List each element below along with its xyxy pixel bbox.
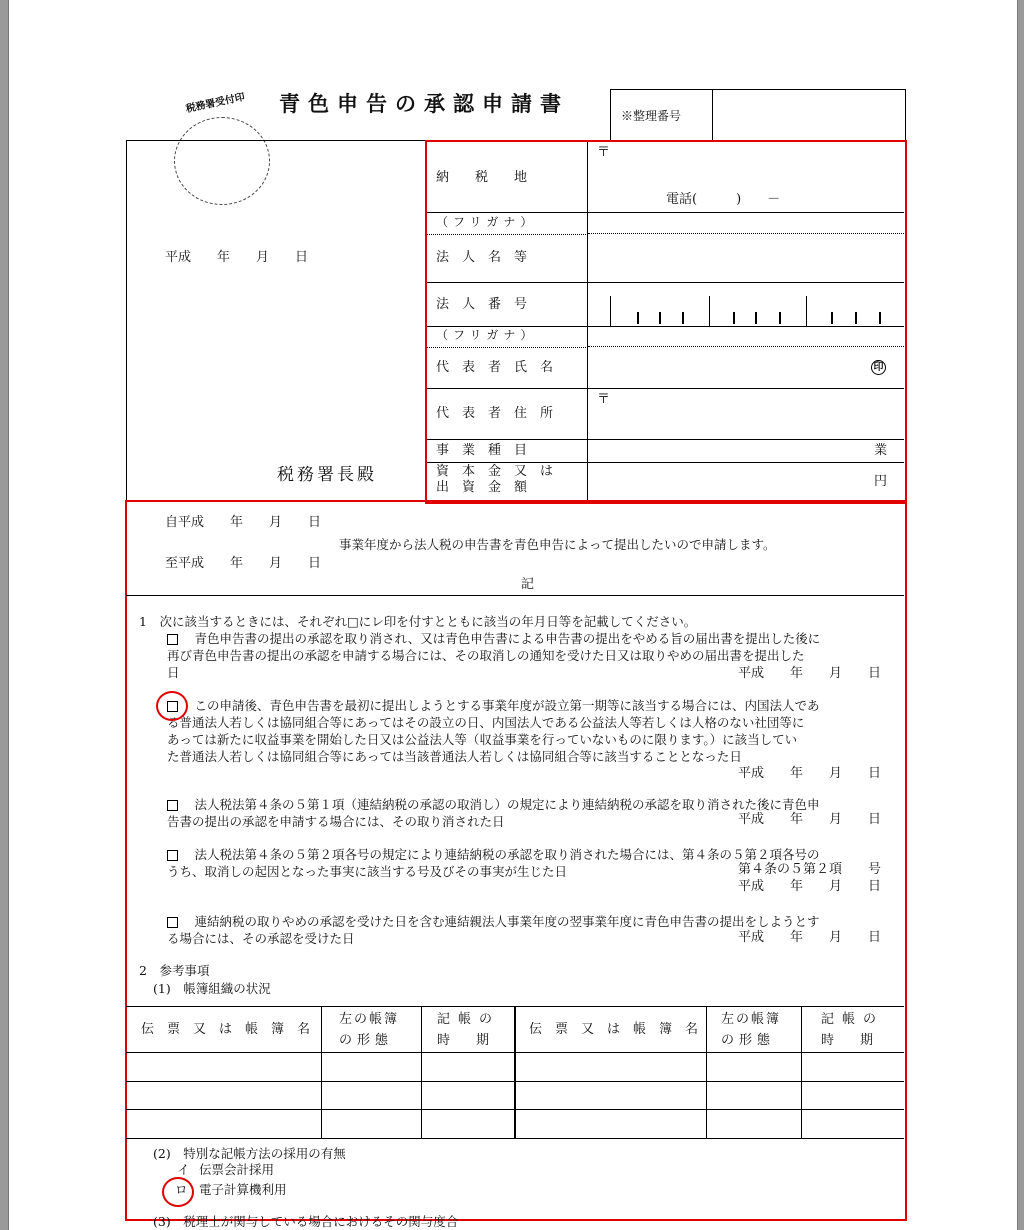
col-timing-left-2: 時 期 bbox=[437, 1033, 490, 1048]
highlight-circle-option2 bbox=[162, 1177, 194, 1207]
item5-date: 平成 年 月 日 bbox=[738, 930, 882, 945]
period-to: 至平成 年 月 日 bbox=[165, 556, 322, 571]
receipt-stamp-label: 税務署受付印 bbox=[184, 91, 246, 116]
section1-heading: 1 次に該当するときには、それぞれ□にレ印を付すとともに該当の年月日等を記載してください。 bbox=[139, 614, 697, 629]
phone-field[interactable]: 電話( ) － bbox=[666, 192, 781, 207]
document-page bbox=[8, 0, 1018, 1230]
label-furigana-rep: （フリガナ） bbox=[436, 328, 538, 342]
col-form-right-1: 左の帳簿 bbox=[721, 1012, 782, 1027]
col-timing-right-2: 時 期 bbox=[821, 1033, 874, 1048]
addressee: 税務署長殿 bbox=[277, 465, 377, 485]
col-book-name-left: 伝 票 又 は 帳 簿 名 bbox=[141, 1022, 311, 1037]
col-timing-right-1: 記帳の bbox=[821, 1012, 885, 1027]
col-form-left-1: 左の帳簿 bbox=[339, 1012, 400, 1027]
section1-item-1: 青色申告書の提出の承認を取り消され、又は青色申告書による申告書の提出をやめる旨の届出書を提出した後に 再び青色申告書の提出の承認を申請する場合には、その取消しの通知を受けた日又は取りやめの届出書を提出した 日 bbox=[167, 631, 821, 680]
form-title: 青色申告の承認申請書 bbox=[279, 92, 569, 116]
label-rep-address: 代 表 者 住 所 bbox=[436, 406, 554, 421]
item4-article: 第４条の５第２項 号 bbox=[738, 862, 882, 877]
col-book-name-right: 伝 票 又 は 帳 簿 名 bbox=[529, 1022, 699, 1037]
label-corp-name: 法 人 名 等 bbox=[436, 250, 528, 265]
seal-mark: 印 bbox=[871, 360, 886, 375]
section2-sub1: (1) 帳簿組織の状況 bbox=[153, 981, 271, 996]
option1-mark: イ bbox=[177, 1162, 190, 1177]
highlight-applicant-fields bbox=[425, 140, 907, 504]
postal-mark: 〒 bbox=[597, 145, 611, 160]
section1-item-3: 法人税法第４条の５第１項（連結納税の承認の取消し）の規定により連結納税の承認を取り消された後に青色申 告書の提出の承認を申請する場合には、その取り消された日 bbox=[167, 797, 820, 829]
yen-unit: 円 bbox=[874, 474, 888, 489]
option1-label: 伝票会計採用 bbox=[199, 1162, 275, 1177]
label-corp-number: 法 人 番 号 bbox=[436, 297, 528, 312]
label-rep-name: 代 表 者 氏 名 bbox=[436, 360, 554, 375]
reference-number-label: ※整理番号 bbox=[621, 109, 682, 123]
option2-mark[interactable]: ロ bbox=[175, 1182, 188, 1197]
period-from: 自平成 年 月 日 bbox=[165, 515, 322, 530]
section2-sub2: (2) 特別な記帳方法の採用の有無 bbox=[153, 1146, 346, 1161]
item1-date: 平成 年 月 日 bbox=[738, 666, 882, 681]
highlight-circle-item-2 bbox=[156, 691, 188, 721]
label-capital-2: 出 資 金 額 bbox=[436, 480, 528, 495]
section1-item-5: 連結納税の取りやめの承認を受けた日を含む連結親法人事業年度の翌事業年度に青色申告書の提出をしようとす る場合には、その承認を受けた日 bbox=[167, 914, 820, 946]
col-timing-left-1: 記帳の bbox=[437, 1012, 501, 1027]
label-capital-1: 資 本 金 又 は bbox=[436, 464, 554, 479]
item4-date: 平成 年 月 日 bbox=[738, 879, 882, 894]
checkbox-item-4[interactable] bbox=[167, 850, 178, 861]
postal-mark-2: 〒 bbox=[597, 392, 611, 407]
application-date: 平成 年 月 日 bbox=[165, 250, 309, 265]
section2-heading: 2 参考事項 bbox=[139, 963, 210, 978]
period-statement: 事業年度から法人税の申告書を青色申告によって提出したいので申請します。 bbox=[339, 537, 776, 552]
checkbox-item-5[interactable] bbox=[167, 917, 178, 928]
label-furigana-corp: （フリガナ） bbox=[436, 215, 538, 229]
checkbox-item-1[interactable] bbox=[167, 634, 178, 645]
section1-item-4: 法人税法第４条の５第２項各号の規定により連結納税の承認を取り消された場合には、第４条の５第２項各号の うち、取消しの起因となった事実に該当する号及びその事実が生じた日 bbox=[167, 847, 820, 879]
section1-item-2: この申請後、青色申告書を最初に提出しようとする事業年度が設立第一期等に該当する場合には、内国法人であ る普通法人若しくは協同組合等にあってはその設立の日、内国法人である公益法人等若しくは人格のない社団等に あっては新たに収益事業を開始した日又は公益法人等（収益事業を行っていないものに限ります。）に該当してい た普通法人若しくは協同組合等にあっては当該普通法人若しくは協同組合等に該当することとなった日 bbox=[167, 698, 820, 764]
ki-mark: 記 bbox=[521, 577, 535, 592]
label-tax-place: 納 税 地 bbox=[436, 170, 528, 185]
col-form-right-2: の形態 bbox=[721, 1033, 776, 1048]
business-suffix: 業 bbox=[874, 443, 888, 458]
item2-date: 平成 年 月 日 bbox=[738, 766, 882, 781]
label-business-type: 事 業 種 目 bbox=[436, 443, 528, 458]
col-form-left-2: の形態 bbox=[339, 1033, 394, 1048]
item3-date: 平成 年 月 日 bbox=[738, 812, 882, 827]
section2-sub3: (3) 税理士が関与している場合におけるその関与度合 bbox=[153, 1214, 459, 1229]
option2-label: 電子計算機利用 bbox=[199, 1182, 287, 1197]
checkbox-item-3[interactable] bbox=[167, 800, 178, 811]
